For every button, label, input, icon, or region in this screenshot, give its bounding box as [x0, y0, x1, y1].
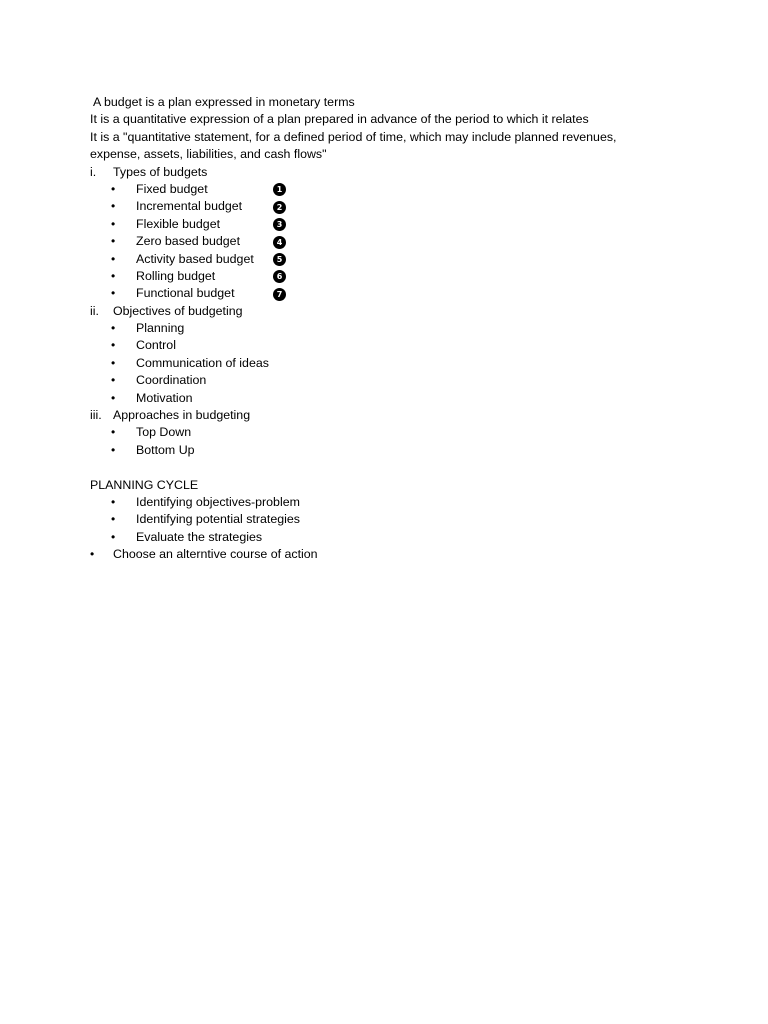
list-item	[90, 268, 650, 285]
list-item-label: Motivation	[136, 390, 193, 405]
list-item	[90, 198, 650, 215]
bullet-icon: •	[111, 512, 116, 527]
bullet-icon: •	[111, 338, 116, 353]
list-item	[90, 233, 650, 250]
list-item-label: Identifying potential strategies	[136, 512, 300, 527]
list-item-label: Functional budget	[136, 286, 235, 301]
list-item	[90, 355, 650, 372]
list-item	[90, 442, 650, 459]
bullet-icon: •	[111, 251, 116, 266]
list-item-label: Choose an alterntive course of action	[113, 547, 318, 562]
bullet-icon: •	[111, 181, 116, 196]
section-approaches-heading	[90, 407, 650, 424]
list-item	[90, 529, 650, 546]
intro-line-1: A budget is a plan expressed in monetary terms	[93, 95, 355, 109]
list-item-label: Control	[136, 338, 176, 353]
bullet-icon: •	[111, 234, 116, 249]
bullet-icon: •	[111, 373, 116, 388]
bullet-icon: •	[111, 321, 116, 336]
list-item	[90, 424, 650, 441]
bullet-icon: •	[111, 425, 116, 440]
section-numeral: i.	[90, 164, 97, 179]
list-item-label: Identifying objectives-problem	[136, 494, 300, 509]
planning-cycle-heading: PLANNING CYCLE	[90, 477, 199, 492]
section-numeral: ii.	[90, 303, 99, 318]
bullet-icon: •	[111, 216, 116, 231]
list-item	[90, 216, 650, 233]
intro-line-4: expense, assets, liabilities, and cash flows"	[90, 147, 327, 162]
list-item	[90, 337, 650, 354]
list-item-label: Rolling budget	[136, 268, 216, 283]
section-numeral: iii.	[90, 408, 102, 423]
list-item	[90, 494, 650, 511]
blank-line	[90, 459, 650, 476]
intro-line-3: It is a "quantitative statement, for a defined period of time, which may include planned revenues,	[90, 129, 617, 144]
list-item-label: Activity based budget	[136, 251, 254, 266]
document-page	[90, 94, 650, 564]
bullet-icon: •	[111, 529, 116, 544]
list-item-label: Top Down	[136, 425, 192, 440]
list-item-label: Fixed budget	[136, 181, 208, 196]
list-item-label: Coordination	[136, 373, 207, 388]
number-badge-icon: 1	[273, 183, 286, 196]
list-item	[90, 390, 650, 407]
section-title: Approaches in budgeting	[113, 408, 251, 423]
number-badge-icon: 7	[273, 288, 286, 301]
list-item-label: Communication of ideas	[136, 355, 269, 370]
number-badge-icon: 2	[273, 201, 286, 214]
section-title: Types of budgets	[113, 164, 208, 179]
list-item-label: Bottom Up	[136, 442, 195, 457]
number-badge-icon: 4	[273, 236, 286, 249]
list-item	[90, 181, 650, 198]
number-badge-icon: 5	[273, 253, 286, 266]
list-item-label: Incremental budget	[136, 199, 243, 214]
list-item	[90, 251, 650, 268]
list-item-label: Planning	[136, 321, 185, 336]
list-item	[90, 372, 650, 389]
bullet-icon: •	[111, 494, 116, 509]
bullet-icon: •	[111, 268, 116, 283]
bullet-icon: •	[111, 355, 116, 370]
intro-line-2: It is a quantitative expression of a plan prepared in advance of the period to which it relates	[90, 112, 589, 127]
bullet-icon: •	[111, 442, 116, 457]
bullet-icon: •	[111, 199, 116, 214]
list-item	[90, 546, 650, 563]
list-item	[90, 285, 650, 302]
section-objectives-heading	[90, 303, 650, 320]
list-item-label: Evaluate the strategies	[136, 529, 263, 544]
bullet-icon: •	[90, 547, 95, 562]
list-item-label: Flexible budget	[136, 216, 221, 231]
number-badge-icon: 6	[273, 270, 286, 283]
list-item	[90, 320, 650, 337]
list-item-label: Zero based budget	[136, 234, 241, 249]
bullet-icon: •	[111, 390, 116, 405]
section-title: Objectives of budgeting	[113, 303, 243, 318]
bullet-icon: •	[111, 286, 116, 301]
section-types-heading	[90, 164, 650, 181]
list-item	[90, 511, 650, 528]
number-badge-icon: 3	[273, 218, 286, 231]
